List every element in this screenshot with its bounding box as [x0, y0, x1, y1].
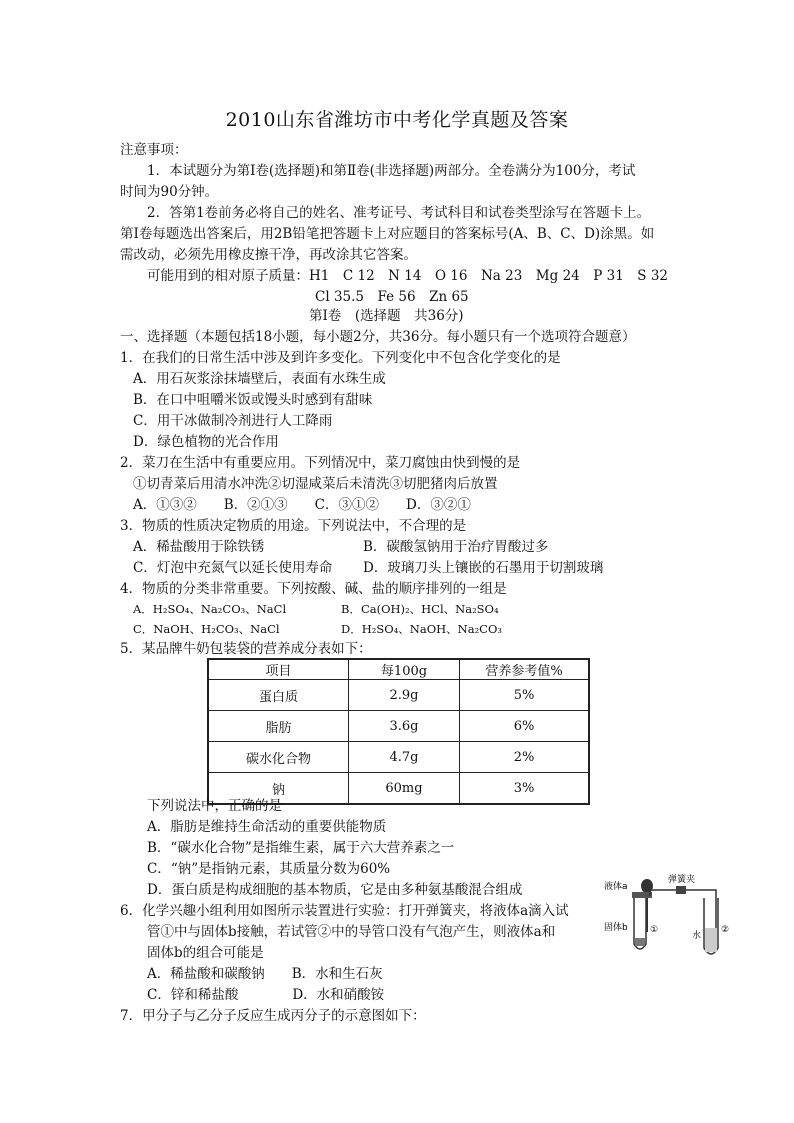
q3-option-a: A．稀盐酸用于除铁锈 — [133, 539, 265, 555]
volume-heading: 第Ⅰ卷 (选择题 共36分) — [309, 308, 464, 324]
apparatus-figure — [604, 872, 734, 962]
q1-option-b: B．在口中咀嚼米饭或馒头时感到有甜味 — [133, 392, 373, 408]
q6-stem-3: 固体b的组合可能是 — [147, 945, 264, 961]
q5-option-d: D．蛋白质是构成细胞的基本物质，它是由多种氨基酸混合组成 — [147, 882, 523, 898]
notice-p2a: 2．答第1卷前务必将自己的姓名、准考证号、考试科目和试卷类型涂写在答题卡上。 — [147, 205, 651, 221]
dropper-bulb-icon — [641, 879, 653, 893]
table-cell: 3.6g — [349, 711, 460, 742]
q6-options-1: A．稀盐酸和碳酸钠 B．水和生石灰 — [147, 966, 383, 982]
q4-stem: 4．物质的分类非常重要。下列按酸、碱、盐的顺序排列的一组是 — [120, 581, 507, 597]
atomic-mass-line2: Cl 35.5 Fe 56 Zn 65 — [315, 289, 469, 305]
q1-stem: 1．在我们的日常生活中涉及到许多变化。下列变化中不包含化学变化的是 — [120, 350, 561, 366]
q4-option-b: B．Ca(OH)₂、HCl、Na₂SO₄ — [341, 602, 499, 616]
table-cell: 6% — [460, 711, 590, 742]
q2-options: A．①③② B．②①③ C．③①② D．③②① — [133, 497, 471, 513]
label-clamp: 弹簧夹 — [668, 875, 696, 885]
connecting-tube — [650, 890, 716, 934]
label-solid-b: 固体b — [604, 923, 628, 933]
section-heading: 一、选择题（本题包括18小题，每小题2分，共36分。每小题只有一个选项符合题意） — [120, 329, 636, 345]
table-header-row — [208, 659, 589, 680]
table-cell: 3% — [460, 773, 590, 805]
q6-stem-1: 6．化学兴趣小组利用如图所示装置进行实验：打开弹簧夹，将液体a滴入试 — [120, 903, 569, 919]
table-row — [208, 711, 589, 742]
label-tube-2: ② — [721, 925, 730, 935]
q3-option-b: B．碳酸氢钠用于治疗胃酸过多 — [363, 539, 549, 555]
table-row — [208, 742, 589, 773]
nutrition-table — [207, 658, 590, 805]
notice-heading: 注意事项： — [120, 142, 188, 158]
q3-option-d: D．玻璃刀头上镶嵌的石墨用于切割玻璃 — [363, 560, 604, 576]
notice-p1a: 1．本试题分为第Ⅰ卷(选择题)和第Ⅱ卷(非选择题)两部分。全卷满分为100分，考试 — [147, 163, 636, 179]
table-cell: 2% — [460, 742, 590, 773]
q5-option-c: C．“钠”是指钠元素，其质量分数为60% — [147, 861, 391, 877]
clamp-icon — [676, 886, 686, 894]
q2-stem: 2．菜刀在生活中有重要应用。下列情况中，菜刀腐蚀由快到慢的是 — [120, 455, 521, 471]
q7-stem: 7．甲分子与乙分子反应生成丙分子的示意图如下： — [120, 1008, 426, 1024]
q5-option-a: A．脂肪是维持生命活动的重要供能物质 — [147, 819, 387, 835]
table-cell: 碳水化合物 — [208, 742, 349, 773]
q4-option-d: D．H₂SO₄、NaOH、Na₂CO₃ — [341, 622, 503, 636]
label-liquid-a: 液体a — [604, 882, 628, 892]
label-tube-1: ① — [650, 925, 659, 935]
table-cell: 60mg — [349, 773, 460, 805]
table-cell: 蛋白质 — [208, 680, 349, 711]
notice-p1b: 时间为90分钟。 — [120, 184, 219, 200]
table-cell: 脂肪 — [208, 711, 349, 742]
notice-p2b: 第Ⅰ卷每题选出答案后，用2B铅笔把答题卡上对应题目的答案标号(A、B、C、D)涂黑。如 — [120, 226, 655, 242]
q2-info: ①切青菜后用清水冲洗②切湿咸菜后未清洗③切肥猪肉后放置 — [133, 476, 498, 492]
table-header: 项目 — [208, 659, 349, 680]
q4-option-c: C．NaOH、H₂CO₃、NaCl — [133, 622, 280, 636]
q6-options-2: C．锌和稀盐酸 D．水和硝酸铵 — [147, 987, 385, 1003]
q1-option-a: A．用石灰浆涂抹墙壁后，表面有水珠生成 — [133, 371, 386, 387]
notice-p2c: 需改动，必须先用橡皮擦干净，再改涂其它答案。 — [120, 247, 417, 263]
atomic-mass-line1: 可能用到的相对原子质量：H1 C 12 N 14 O 16 Na 23 Mg 24 P 31 S 32 — [147, 268, 669, 284]
solid-b-icon — [635, 938, 645, 946]
q1-option-c: C．用干冰做制冷剂进行人工降雨 — [133, 413, 333, 429]
table-cell: 钠 — [208, 773, 349, 805]
page-title: 2010山东省潍坊市中考化学真题及答案 — [225, 109, 569, 131]
q1-option-d: D．绿色植物的光合作用 — [133, 434, 279, 450]
q5-stem: 5．某品牌牛奶包装袋的营养成分表如下： — [120, 641, 372, 657]
table-cell: 5% — [460, 680, 590, 711]
q6-stem-2: 管①中与固体b接触，若试管②中的导管口没有气泡产生，则液体a和 — [147, 924, 556, 940]
table-cell: 2.9g — [349, 680, 460, 711]
q4-option-a: A．H₂SO₄、Na₂CO₃、NaCl — [133, 602, 287, 616]
table-header: 营养参考值% — [460, 659, 590, 680]
q5-option-b: B．“碳水化合物”是指维生素，属于六大营养素之一 — [147, 840, 455, 856]
q5-ask: 下列说法中，正确的是 — [147, 798, 282, 814]
table-cell: 4.7g — [349, 742, 460, 773]
table-row — [208, 680, 589, 711]
q3-stem: 3．物质的性质决定物质的用途。下列说法中，不合理的是 — [120, 518, 467, 534]
water-icon — [705, 928, 717, 952]
table-header: 每100g — [349, 659, 460, 680]
stopper-1 — [632, 892, 652, 898]
label-water: 水 — [692, 931, 702, 941]
q3-option-c: C．灯泡中充氮气以延长使用寿命 — [133, 560, 333, 576]
